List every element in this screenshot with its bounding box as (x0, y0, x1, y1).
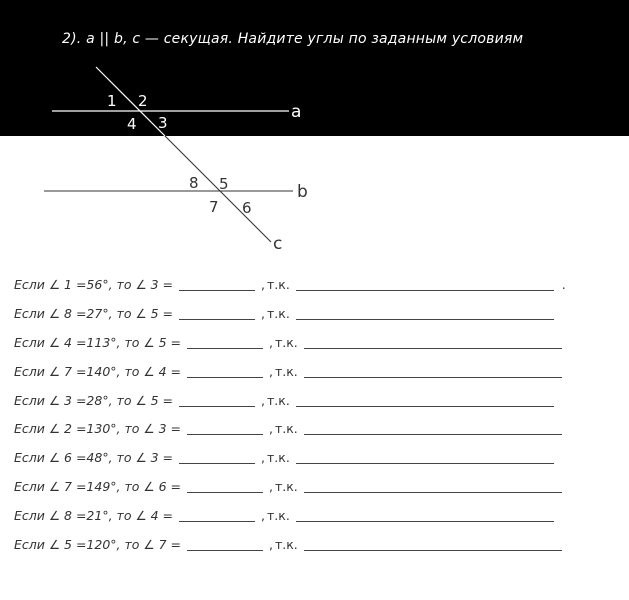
answer-blank[interactable] (187, 336, 263, 349)
comma: , (268, 363, 273, 379)
comma: , (268, 479, 273, 495)
worksheet-row (14, 270, 614, 299)
reason-blank[interactable] (304, 422, 562, 435)
worksheet-row (14, 357, 614, 386)
reason-blank[interactable] (304, 365, 562, 378)
reason-blank[interactable] (304, 538, 562, 551)
angle-label-3: 3 (158, 114, 168, 132)
comma: , (268, 334, 273, 350)
worksheet-row (14, 443, 614, 472)
answer-blank[interactable] (187, 365, 263, 378)
worksheet-row (14, 530, 614, 559)
since-label: т.к. (267, 450, 290, 466)
reason-blank[interactable] (296, 307, 554, 320)
label-line-b: b (297, 182, 308, 202)
comma: , (268, 421, 273, 437)
comma: , (261, 305, 266, 321)
condition-text: Если ∠ 3 =28°, то ∠ 5 = (14, 392, 174, 408)
answer-blank[interactable] (187, 422, 263, 435)
worksheet-row (14, 328, 614, 357)
comma: , (261, 392, 266, 408)
comma: , (261, 276, 266, 292)
condition-text: Если ∠ 6 =48°, то ∠ 3 = (14, 450, 174, 466)
answer-blank[interactable] (179, 307, 255, 320)
worksheet-row (14, 501, 614, 530)
angle-label-7: 7 (209, 198, 219, 216)
condition-text: Если ∠ 7 =140°, то ∠ 4 = (14, 363, 181, 379)
answer-blank[interactable] (179, 509, 255, 522)
angle-label-1: 1 (107, 92, 117, 110)
worksheet-row (14, 386, 614, 415)
reason-blank[interactable] (296, 509, 554, 522)
since-label: т.к. (274, 479, 298, 495)
task-title: 2). a || b, c — секущая. Найдите углы по заданным условиям (62, 31, 524, 47)
angle-label-8: 8 (189, 174, 199, 192)
reason-blank[interactable] (296, 451, 554, 464)
answer-blank[interactable] (187, 480, 263, 493)
comma: , (261, 508, 266, 524)
since-label: т.к. (274, 363, 298, 379)
parallel-lines-diagram (0, 0, 629, 260)
since-label: т.к. (274, 421, 298, 437)
angle-label-2: 2 (138, 92, 148, 110)
worksheet-row (14, 414, 614, 443)
angle-label-6: 6 (242, 199, 252, 217)
condition-text: Если ∠ 8 =27°, то ∠ 5 = (14, 305, 174, 321)
condition-text: Если ∠ 7 =149°, то ∠ 6 = (14, 479, 181, 495)
label-line-c: c (273, 234, 283, 254)
reason-blank[interactable] (296, 278, 554, 291)
since-label: т.к. (267, 508, 290, 524)
reason-blank[interactable] (296, 394, 554, 407)
reason-blank[interactable] (304, 480, 562, 493)
condition-text: Если ∠ 2 =130°, то ∠ 3 = (14, 421, 181, 437)
condition-text: Если ∠ 1 =56°, то ∠ 3 = (14, 276, 174, 292)
row-end: . (561, 276, 566, 292)
answer-blank[interactable] (187, 538, 263, 551)
condition-text: Если ∠ 5 =120°, то ∠ 7 = (14, 536, 181, 552)
worksheet (14, 270, 614, 559)
answer-blank[interactable] (179, 278, 255, 291)
since-label: т.к. (274, 536, 298, 552)
condition-text: Если ∠ 4 =113°, то ∠ 5 = (14, 334, 181, 350)
angle-label-4: 4 (127, 115, 137, 133)
transversal-c-lower (165, 136, 271, 242)
since-label: т.к. (267, 276, 290, 292)
answer-blank[interactable] (179, 394, 255, 407)
condition-text: Если ∠ 8 =21°, то ∠ 4 = (14, 508, 174, 524)
since-label: т.к. (274, 334, 298, 350)
comma: , (268, 536, 273, 552)
worksheet-row (14, 299, 614, 328)
answer-blank[interactable] (179, 451, 255, 464)
label-line-a: a (291, 102, 302, 122)
angle-label-5: 5 (219, 175, 229, 193)
reason-blank[interactable] (304, 336, 562, 349)
comma: , (261, 450, 266, 466)
since-label: т.к. (267, 392, 290, 408)
worksheet-row (14, 472, 614, 501)
since-label: т.к. (267, 305, 290, 321)
